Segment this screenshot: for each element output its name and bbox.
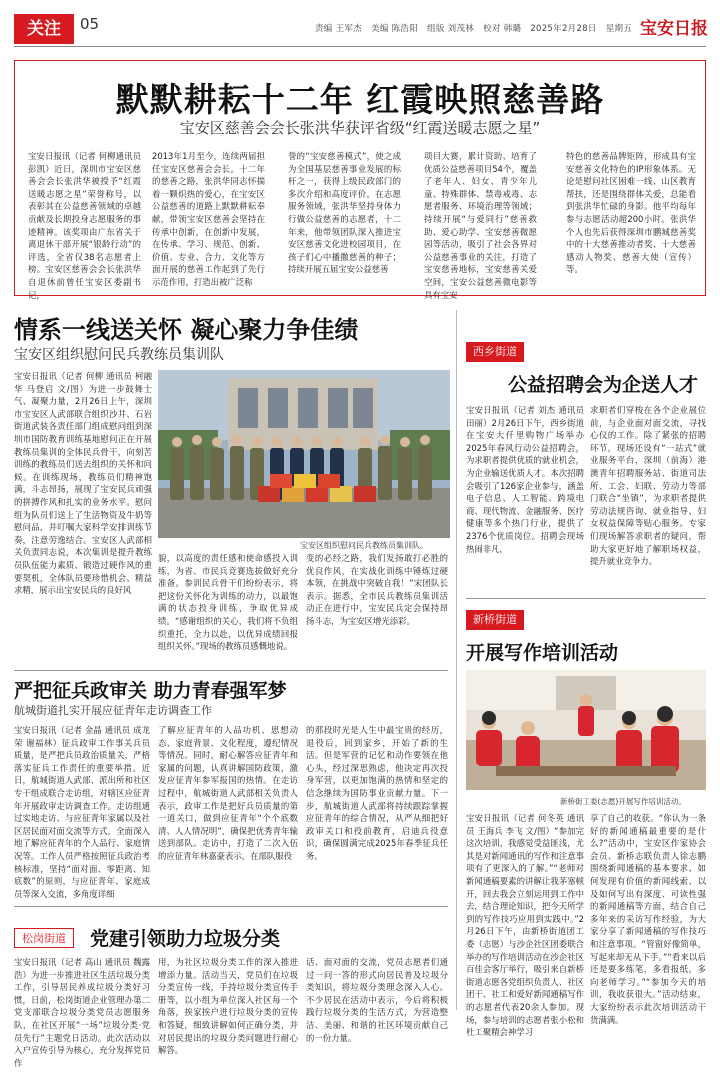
s2-tag: 西乡街道 — [466, 342, 524, 362]
s3-headline: 严把征兵政审关 助力青春强军梦 — [14, 680, 287, 702]
s4-tag: 新桥街道 — [466, 610, 524, 630]
header-divider — [14, 46, 706, 47]
s2-divider — [466, 598, 706, 599]
training-photo-illustration — [466, 670, 706, 790]
s1-headline: 情系一线送关怀 凝心聚力争佳绩 — [14, 316, 359, 344]
feature-col-3: 誉的“宝安慈善模式”，使之成为全国基层慈善事业发展的标杆之一，获得上级民政部门的多次介绍和高度评价。在志愿服务领域，张洪华坚持身体力行做公益慈善的志愿者，十二年来，他带领团队深入推进宝安区慈善文化进校园项目，在孩子们心中播撒慈善的种子；持续开展五届宝安公益慈善 — [288, 151, 401, 275]
militia-photo-caption: 宝安区组织慰问民兵教练员集训队。 — [300, 541, 428, 550]
feature-subtitle: 宝安区慈善会会长张洪华获评省级“红霞送暖志愿之星” — [179, 119, 541, 137]
proofreader: 校对 韩璐 — [483, 24, 522, 34]
s2-headline: 公益招聘会为企送人才 — [508, 374, 699, 396]
feature-col-4: 项目大赛，累计资助、培育了优质公益慈善项目54个，覆盖了老年人、妇女、青少年儿童、特殊群体、禁毒戒毒、志愿者服务、环境治理等领域；持续开展“与爱同行”慈善救助、爱心助学、宝安慈善微愿园等活动，吸引了社会各界对公益慈善事业的关注，打造了宝安慈善地标，宝安慈善关爱空间，宝安公益慈善微电影等具有宝安 — [424, 151, 537, 300]
feature-col-1: 宝安日报讯（记者 何柳通讯员 彭凯）近日，深圳市宝安区慈善会会长张洪华被授予“红霞送暖志愿之星”荣誉称号，以表彰其在公益慈善领域的卓越贡献及长期投身志愿服务的事迹精神。该奖项由广东省关于离退休干部开展“银龄行动”的评选，全省仅38名志愿者上榜。宝安区慈善会会长张洪华自退休前曾任宝安区委副书记， — [28, 151, 141, 300]
feature-col-2: 2013年1月至今，连续两届担任宝安区慈善会会长。十二年的慈善之路，张洪华同志怀揣着一颗炽热的爱心，在宝安区公益慈善的道路上默默耕耘奉献，带领宝安区慈善会坚持在传承中创新，在创新中发展，在传承、学习、规范、创新、价值、专业、合力、文化等方面开展的慈善工作起到了先行示范作用，打造出被广泛称 — [152, 151, 265, 287]
s1-col-1: 宝安日报讯（记者 何柳 通讯员 柯融华 马登启 文/图）为进一步鼓舞士气、凝聚力量，2月26日上午，深圳市宝安区人武部联合组织沙井、石岩街道武装各责任部门组成慰问组到深圳市国防教育训练基地慰问正在开展教练员集训的全体民兵骨干，向刻苦训练的教练员们送去组织的关怀和问候。在训练现场，教练员们精神饱满，斗志昂扬，展现了宝安民兵顽强的拼搏作风和扎实的业务水平。慰问组为队员们送上了生活物资及牛奶等慰问品，并叮嘱大家科学安排训练节奏，注意劳逸结合。宝安区人武部相关负责同志说，本次集训是提升教练员队伍能力素质、锻造过硬作风的重要契机，全体队员要珍惜机会、精益求精，展示出宝安民兵的良好风 — [14, 371, 152, 596]
s5-col-3: 话、面对面的交流，党员志愿者们通过一问一答的形式向居民普及垃圾分类知识，将垃圾分类理念深入人心。不少居民在活动中表示，今后将积极践行垃圾分类的生活方式，为营造整洁、美丽、和谐的社区环境贡献自己的一份力量。 — [306, 957, 448, 1043]
section-tag: 关注 — [14, 14, 74, 44]
militia-photo-illustration — [158, 370, 450, 538]
training-photo — [466, 670, 706, 790]
issue-date: 2025年2月28日 — [530, 24, 597, 34]
page-number: 05 — [80, 15, 100, 33]
editor: 责编 王军杰 — [315, 24, 363, 34]
feature-col-5: 特色的慈善品牌矩阵，形成具有宝安慈善文化特色的IP形象体系。无论是慰问社区困难一线、山区教育帮扶，还是围绕群体关爱，总能看到张洪华忙碌的身影。他平均每年参与志愿活动超200小时。张洪华个人也先后获得深圳市鹏城慈善奖中的十大慈善推动者奖、十大慈善感动人物奖、慈善大使（宣传）等。 — [566, 151, 696, 275]
header-meta — [315, 22, 638, 34]
s5-col-1: 宝安日报讯（记者 高山 通讯员 魏露浩）为进一步推进社区生活垃圾分类工作，引导居民养成垃圾分类好习惯，日前，松岗街道企业管理办第二党支部联合垃圾分类党员志愿服务队，在社区开展“一场”垃圾分类·党员先行”主题党日活动。此次活动以入户宣传引导为核心，充分发挥党员作 — [14, 957, 150, 1068]
s3-divider — [14, 906, 448, 907]
s3-col-2: 了解应征青年的人品功机、思想动态、家庭背景、文化程度，遵纪情况等情况。同时，耐心解答应征青年和家属的问题，认真讲解国防政策，激发应征青年参军报国的热情。在走访过程中，航城街道人武部相关负责人表示，政审工作是把好兵员质量的第一道关口，做到应征青年“个个底数清、人人情况明”，确保把优秀青年输送到部队。走访中，打造了二次入伍的应征青年林嘉豪表示，在部队服役 — [158, 725, 298, 861]
s4-col-2: 享了自己的收获。“你认为一条好的新闻通稿最重要的是什么?”活动中，宝安区作家协会会员、新桥志联负责人徐志鹏围绕新闻通稿的基本要求、如何发现有价值的新闻线索、以及如何写出有深度、可读性强的新闻通稿等方面，结合自己多年来的采访写作经验，为大家分享了新闻通稿的写作技巧和注意事项。“管窗好像简单，写起来却无从下手。”“看来以后还是要多练笔，多看报纸，多向老师学习。”“参加今天的培训，我收获很大。”活动结束，大家纷纷表示此次培训活动干货满满。 — [590, 813, 706, 1025]
s1-divider — [14, 670, 448, 671]
s5-col-2: 用，为社区垃圾分类工作的深入推进增添力量。活动当天，党员们在垃圾分类宣传一线，手持垃圾分类宣传手册等，以小组为单位深入社区每一个角落，挨家挨户进行垃圾分类的宣传和答疑，细致讲解如何正确分类，并对居民提出的垃圾分类问题进行耐心解答。 — [158, 957, 298, 1056]
s3-subtitle: 航城街道扎实开展应征青年走访调查工作 — [14, 704, 212, 717]
s1-col-3: 变的必经之路，我们发扬敢打必胜的优良作风，在实战化训练中锤炼过硬本领，在挑战中突破自我！”宋团队长表示。据悉，全市民兵教练员集训活动正在进行中，宝安民兵定会保持昂扬斗志，为宝安区增光添彩。 — [306, 553, 448, 626]
training-photo-caption: 新桥街工委(志愿)开展写作培训活动。 — [560, 797, 686, 806]
s3-col-1: 宝安日报讯（记者 金晶 通讯员 成龙荣 谢福林）征兵政审工作事关兵员质量，是严把兵员政治质量关，严格落实征兵工作责任的重要举措。近日，航城街道人武部、派出所和社区专干组成联合走访组，对辖区应征青年开展政审走访调查工作。走访组通过实地走访、与应征青年家属以及社区居民面对面交流等方式，全面深入地了解应征青年的个人品行、家庭情况等。工作人员严格按照征兵政治考核标准，坚持“面对面、零距离、知底数”的原则，与应征青年、家庭成员等深入交流，多角度详细 — [14, 725, 150, 899]
s4-headline: 开展写作培训活动 — [466, 642, 619, 664]
designer: 美编 陈浩阳 — [371, 24, 419, 34]
weekday: 星期五 — [605, 24, 633, 34]
s4-col-1: 宝安日报讯（记者 何冬英 通讯员 王海兵 李飞 文/图）“参加完这次培训，我感觉受益匪浅，尤其是对新闻通讯的写作和注意事项有了更深入的了解。”“老师对新闻通稿要素的讲解让我茅塞顿开，回去我会立刻运用到工作中去，结合理论知识，把今天所学到的写作技巧应用到实践中。”2月26日下午，由新桥街道团工委（志愿）与沙企社区团委联合举办的写作培训活动在沙企社区百佳会客厅举行，吸引来自新桥街道志愿各党组织负责人、社区团干、社工和爱好新闻通稿写作的志愿者代表20余人参加。现场，参与培训的志愿者张小松和杜工聚精会神学习 — [466, 813, 584, 1038]
s1-subtitle: 宝安区组织慰问民兵教练员集训队 — [14, 347, 224, 363]
feature-headline: 默默耕耘十二年 红霞映照慈善路 — [115, 80, 605, 119]
s3-col-3: 的那段时光是人生中最宝贵的经历，退役后，回到家乡，开始了新的生活。但是军营的记忆和动作要领在他心头，经过深思熟虑，他决定再次投身军营，以更加饱满的热情和坚定的信念继续为国防事业贡献力量。下一步，航城街道人武部将持续跟踪掌握应征青年的综合情况，从严从细把好政审关口和役前教育，启迪兵役意识，确保圆满完成2025年春季征兵任务。 — [306, 725, 448, 861]
s2-col-1: 宝安日报讯（记者 刘杰 通讯员 田丽）2月26日下午，西乡街道在宝安大仟里购物广场举办2025年春风行动公益招聘会，为求职者提供优质的就业机会，为企业输送优质人才。本次招聘会吸引了126家企业参与，涵盖电子信息、人工智能、跨境电商、现代物流、金融服务、医疗健康等多个热门行业，提供了2376个优质岗位。招聘会现场热闹非凡， — [466, 405, 584, 554]
s5-tag: 松岗街道 — [14, 928, 74, 948]
layout-editor: 组版 刘茂林 — [427, 24, 475, 34]
column-divider — [456, 310, 457, 1010]
s1-col-2: 貌，以高度的责任感和使命感投入训练，为省、市民兵竞赛选拔做好充分准备。参训民兵骨干们纷纷表示，将把这份关怀化为训练的动力，以最饱满的状态投身训练，争取优异成绩。“感谢组织的关心，我们将不负组织重托，全力以赴，以优异成绩回报组织关怀。”现场的教练员感慨地说。 — [158, 553, 298, 652]
s5-headline: 党建引领助力垃圾分类 — [90, 928, 281, 950]
s2-col-2: 求职者们穿梭在各个企业展位前，与企业面对面交流，寻找心仪的工作。除了紧张的招聘环节，现场还设有“一站式”就业服务平台，深圳（前海）港澳青年招聘服务站、街道司法所、工会、妇联、劳动力等部门联合“坐镇”，为求职者提供劳动法规咨询、就业指导、妇女权益保障等贴心服务。专家们现场解答求职者的疑问，帮助大家更好地了解职场权益，提升就业竞争力。 — [590, 405, 706, 567]
newspaper-logo: 宝安日报 — [640, 19, 708, 39]
militia-photo — [158, 370, 450, 538]
